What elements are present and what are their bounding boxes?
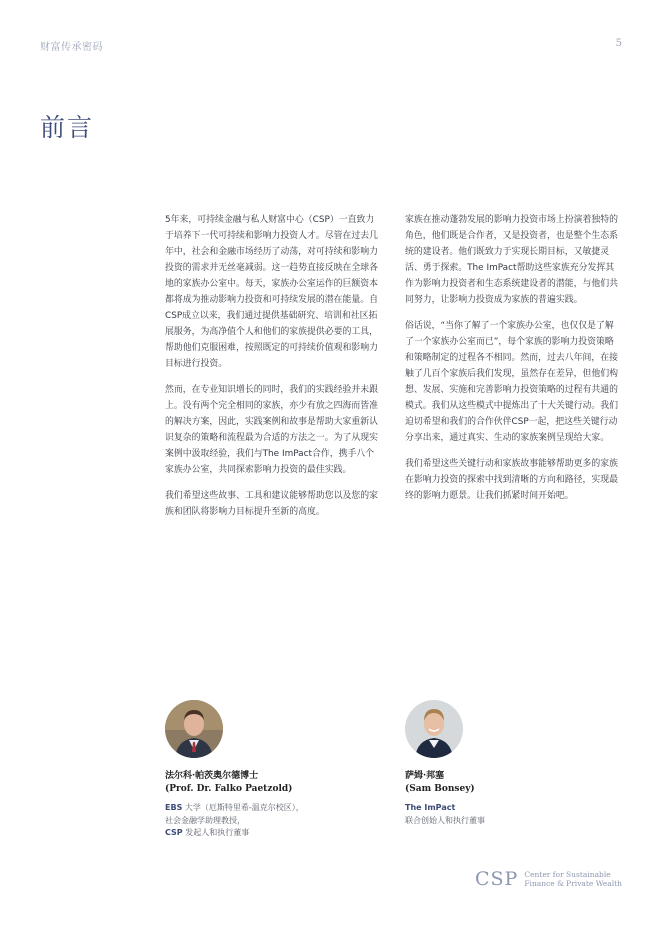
page-number: 5 [615,38,622,49]
logo-text [524,870,622,888]
role-line: 联合创始人和执行董事 [405,815,485,825]
paragraph: 5年来，可持续金融与私人财富中心（CSP）一直致力于培养下一代可持续和影响力投资人才。尽管在过去几年中，社会和金融市场经历了动荡，对可持续和影响力投资的需求并无丝毫减弱。这一趋势直接反映在全球各地的家族办公室中。每天，家族办公室运作的巨额资本都将成为推动影响力投资和可持续发展的潜在能量。自CSP成立以来，我们通过提供基础研究、培训和社区拓展服务，为高净值个人和他们的家族提供必要的工具，帮助他们克服困难，按照既定的可持续价值观和影响力目标进行投资。 [165,215,378,369]
right-column [405,212,620,514]
person-role [405,802,605,827]
role-line: 社会金融学助理教授， [165,815,245,825]
role-org: CSP [165,828,183,837]
role-line [165,827,365,840]
person-name-cn: 法尔科·帕茨奥尔德博士 [165,771,259,781]
role-line [165,802,365,815]
logo-mark: CSP [475,868,519,890]
paragraph: 我们希望这些关键行动和家族故事能够帮助更多的家族在影响力投资的探索中找到清晰的方向和路径，实现最终的影响力愿景。让我们抓紧时间开始吧。 [405,459,618,501]
left-column [165,212,380,530]
person-card-paetzold [165,770,365,840]
running-head: 财富传承密码 [40,42,103,53]
role-org: The ImPact [405,803,456,812]
logo-line: Center for Sustainable [524,870,611,879]
role-org: EBS [165,803,183,812]
role-text: 大学（厄斯特里希-温克尔校区）， [182,803,304,812]
paragraph: 然而，在专业知识增长的同时，我们的实践经验并未跟上。没有两个完全相同的家族，亦少有放之四海而皆准的解决方案，因此，实践案例和故事是帮助大家重新认识复杂的策略和流程最为合适的方法之一。为了从现实案例中汲取经验，我们与The ImPact合作，携手八个家族办公室，共同探索影响力投资的最佳实践。 [165,385,378,475]
role-text: 发起人和执行董事 [182,828,250,837]
person-name-en: (Sam Bonsey) [405,784,475,794]
csp-logo [475,868,622,890]
person-name-cn: 萨姆·邦塞 [405,771,445,781]
person-card-bonsey [405,770,605,827]
person-name-en: (Prof. Dr. Falko Paetzold) [165,784,293,794]
portrait-photo-bonsey [405,700,463,758]
logo-line: Finance & Private Wealth [524,879,622,888]
paragraph: 我们希望这些故事、工具和建议能够帮助您以及您的家族和团队将影响力目标提升至新的高度。 [165,491,378,517]
page-title: 前言 [40,113,95,142]
paragraph: 家族在推动蓬勃发展的影响力投资市场上扮演着独特的角色，他们既是合作者，又是投资者，也是整个生态系统的建设者。他们既致力于实现长期目标，又敏捷灵活、勇于探索。The ImPact帮助这些家族充分发挥其作为影响力投资者和生态系统建设者的潜能，与他们共同努力，让影响力投资成为家族的普遍实践。 [405,215,618,305]
person-role [165,802,365,840]
portrait-photo-paetzold [165,700,223,758]
paragraph: 俗话说，“当你了解了一个家族办公室，也仅仅是了解了一个家族办公室而已”，每个家族的影响力投资策略和策略制定的过程各不相同。然而，过去八年间，在接触了几百个家族后我们发现，虽然存在差异，但他们构想、发展、实施和完善影响力投资策略的过程有共通的模式。我们从这些模式中提炼出了十大关键行动。我们迫切希望和我们的合作伙伴CSP一起，把这些关键行动分享出来，通过真实、生动的家族案例呈现给大家。 [405,321,618,443]
